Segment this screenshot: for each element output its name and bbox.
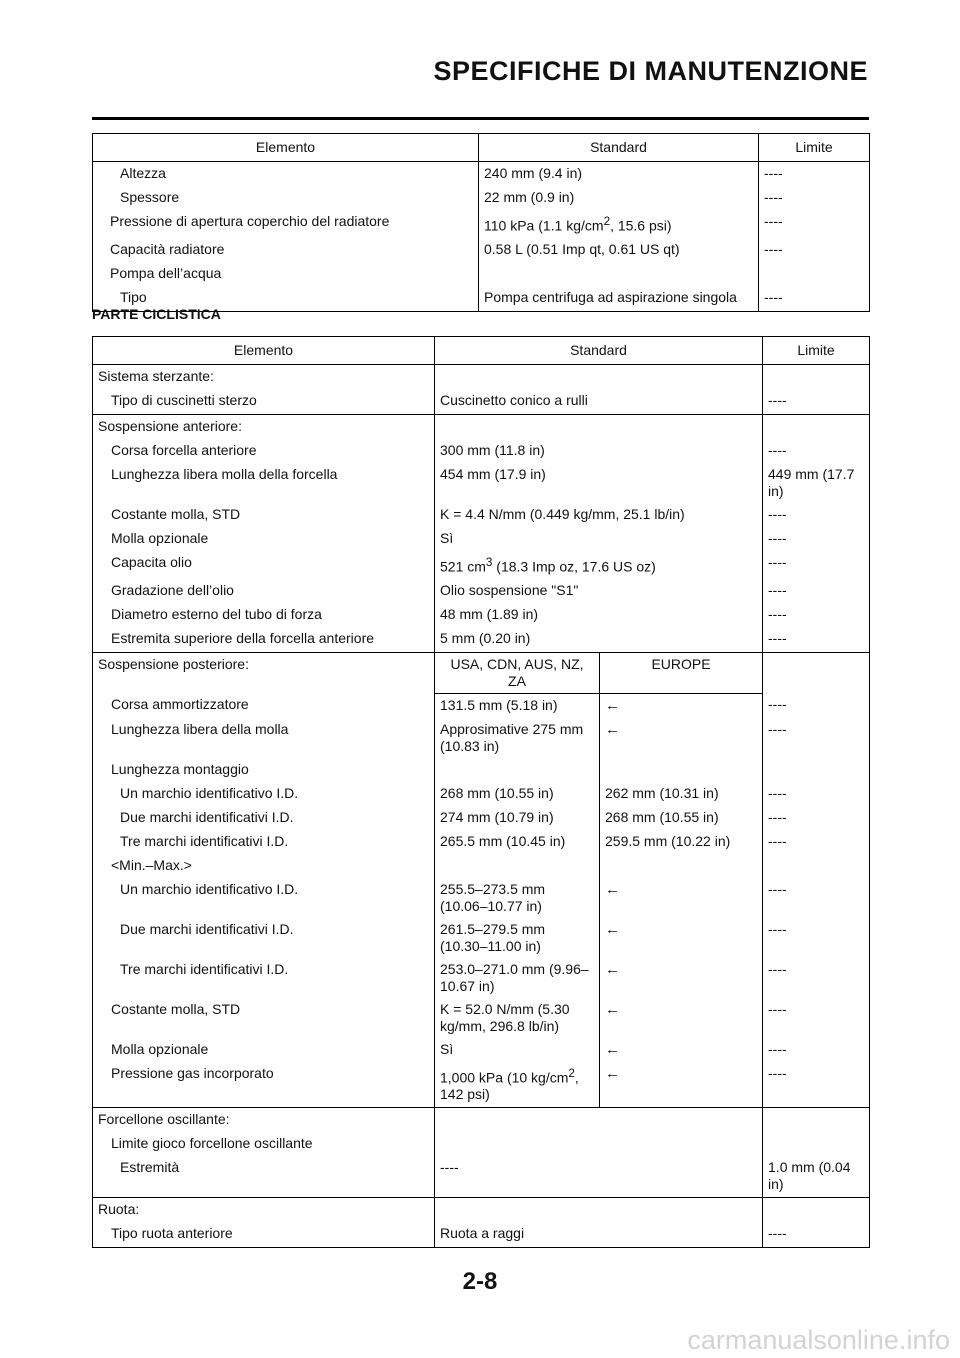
cell-limit: ---- xyxy=(759,286,870,312)
cell-item: Tre marchi identificativi I.D. xyxy=(93,830,435,854)
column-header: Standard xyxy=(435,337,763,365)
table-row xyxy=(93,1038,870,1062)
group-heading-row xyxy=(93,1108,870,1133)
section-heading: PARTE CICLISTICA xyxy=(92,306,221,322)
cell-limit: ---- xyxy=(763,627,870,653)
cell-standard: Sì xyxy=(435,527,763,551)
cell-limit: ---- xyxy=(763,998,870,1038)
cell-standard xyxy=(435,551,763,579)
subcolumn-header: USA, CDN, AUS, NZ, ZA xyxy=(435,652,600,693)
standard-part: 110 kPa (1.1 kg/cm xyxy=(484,217,604,234)
cell-item: <Min.–Max.> xyxy=(93,854,435,878)
same-as-left-arrow-icon: ← xyxy=(600,958,763,998)
cell-item: Lunghezza libera della molla xyxy=(93,718,435,758)
table-row xyxy=(93,262,870,286)
cell-region-a: Approsimative 275 mm (10.83 in) xyxy=(435,718,600,758)
same-as-left-arrow-icon: ← xyxy=(600,878,763,918)
group-heading-row xyxy=(93,652,870,693)
cell-standard: Ruota a raggi xyxy=(435,1222,763,1248)
table-row xyxy=(93,579,870,603)
group-heading-row xyxy=(93,415,870,440)
cell-limit: ---- xyxy=(763,439,870,463)
cell-region-a: 131.5 mm (5.18 in) xyxy=(435,693,600,718)
cell-limit: ---- xyxy=(763,718,870,758)
cell-standard: Pompa centrifuga ad aspirazione singola xyxy=(479,286,759,312)
cell-region-a: 265.5 mm (10.45 in) xyxy=(435,830,600,854)
cell-item: Lunghezza libera molla della forcella xyxy=(93,463,435,503)
cell-region-a: 268 mm (10.55 in) xyxy=(435,782,600,806)
standard-part: , 15.6 psi) xyxy=(610,217,672,234)
cell-standard xyxy=(479,210,759,238)
cell-item: Due marchi identificativi I.D. xyxy=(93,918,435,958)
page-title: SPECIFICHE DI MANUTENZIONE xyxy=(433,56,868,86)
same-as-left-arrow-icon: ← xyxy=(600,998,763,1038)
same-as-left-arrow-icon: ← xyxy=(600,918,763,958)
cell-standard: 300 mm (11.8 in) xyxy=(435,439,763,463)
column-header: Elemento xyxy=(93,337,435,365)
same-as-left-arrow-icon: ← xyxy=(600,718,763,758)
cell-standard: Olio sospensione "S1" xyxy=(435,579,763,603)
cell-limit: ---- xyxy=(759,162,870,187)
cell-region-b xyxy=(600,854,763,878)
table-row xyxy=(93,463,870,503)
cell-limit: ---- xyxy=(763,1222,870,1248)
cell-limit xyxy=(763,1132,870,1156)
cell-standard xyxy=(479,262,759,286)
cell-item: Costante molla, STD xyxy=(93,503,435,527)
cell-item: Due marchi identificativi I.D. xyxy=(93,806,435,830)
cell-standard: 22 mm (0.9 in) xyxy=(479,186,759,210)
cell-item: Tipo di cuscinetti sterzo xyxy=(93,389,435,415)
table-row xyxy=(93,186,870,210)
cell-limit: 1.0 mm (0.04 in) xyxy=(763,1156,870,1198)
cell-limit: ---- xyxy=(763,878,870,918)
table-row xyxy=(93,551,870,579)
cell-standard: Cuscinetto conico a rulli xyxy=(435,389,763,415)
value-part: 1,000 kPa (10 kg/cm xyxy=(440,1069,569,1086)
cell-limit: ---- xyxy=(763,1038,870,1062)
cell-item: Limite gioco forcellone oscillante xyxy=(93,1132,435,1156)
cell-limit: ---- xyxy=(763,958,870,998)
column-header: Limite xyxy=(759,134,870,162)
cell-standard: 48 mm (1.89 in) xyxy=(435,603,763,627)
cell-item: Tipo xyxy=(93,286,479,312)
subcolumn-header: EUROPE xyxy=(600,652,763,693)
value-part: , 142 psi) xyxy=(440,1069,579,1103)
cell-limit xyxy=(763,854,870,878)
group-heading: Forcellone oscillante: xyxy=(93,1108,435,1133)
table-row xyxy=(93,693,870,718)
cell-limit: ---- xyxy=(763,830,870,854)
table-row xyxy=(93,878,870,918)
cell-limit: ---- xyxy=(763,806,870,830)
table-row xyxy=(93,389,870,415)
cell-limit: ---- xyxy=(763,503,870,527)
page-number: 2-8 xyxy=(462,1268,498,1295)
column-header: Standard xyxy=(479,134,759,162)
cell-item: Molla opzionale xyxy=(93,527,435,551)
same-as-left-arrow-icon: ← xyxy=(600,693,763,718)
cell-limit: 449 mm (17.7 in) xyxy=(763,463,870,503)
table-row xyxy=(93,998,870,1038)
table-row xyxy=(93,1062,870,1108)
group-heading: Sospensione anteriore: xyxy=(93,415,435,440)
cell-region-b: 262 mm (10.31 in) xyxy=(600,782,763,806)
table-row xyxy=(93,1222,870,1248)
table-row xyxy=(93,830,870,854)
standard-part: (18.3 Imp oz, 17.6 US oz) xyxy=(492,558,656,575)
table-row xyxy=(93,503,870,527)
cell-item: Corsa forcella anteriore xyxy=(93,439,435,463)
cell-limit xyxy=(763,758,870,782)
cell-region-a: Sì xyxy=(435,1038,600,1062)
table-row xyxy=(93,718,870,758)
cell-item: Gradazione dell’olio xyxy=(93,579,435,603)
table-row xyxy=(93,782,870,806)
cell-standard: 454 mm (17.9 in) xyxy=(435,463,763,503)
table-row xyxy=(93,1156,870,1198)
standard-part: 521 cm xyxy=(440,558,486,575)
cell-limit: ---- xyxy=(763,693,870,718)
cell-region-a: 261.5–279.5 mm (10.30–11.00 in) xyxy=(435,918,600,958)
cell-region-a: K = 52.0 N/mm (5.30 kg/mm, 296.8 lb/in) xyxy=(435,998,600,1038)
cell-standard: 0.58 L (0.51 Imp qt, 0.61 US qt) xyxy=(479,238,759,262)
table-row xyxy=(93,162,870,187)
cell-item: Altezza xyxy=(93,162,479,187)
table-row xyxy=(93,603,870,627)
group-heading: Sistema sterzante: xyxy=(93,365,435,390)
cell-standard: ---- xyxy=(435,1156,763,1198)
table-row xyxy=(93,210,870,238)
table-row xyxy=(93,806,870,830)
cell-standard: 5 mm (0.20 in) xyxy=(435,627,763,653)
same-as-left-arrow-icon: ← xyxy=(600,1062,763,1108)
table-row xyxy=(93,918,870,958)
table-row xyxy=(93,238,870,262)
group-heading: Ruota: xyxy=(93,1198,435,1223)
table-header-row xyxy=(93,337,870,365)
cell-item: Spessore xyxy=(93,186,479,210)
cell-item: Tipo ruota anteriore xyxy=(93,1222,435,1248)
cell-item: Tre marchi identificativi I.D. xyxy=(93,958,435,998)
group-heading: Sospensione posteriore: xyxy=(93,652,435,693)
cooling-spec-table xyxy=(92,133,870,312)
cell-item: Pompa dell’acqua xyxy=(93,262,479,286)
cell-item: Diametro esterno del tubo di forza xyxy=(93,603,435,627)
cell-limit: ---- xyxy=(759,186,870,210)
cell-item: Corsa ammortizzatore xyxy=(93,693,435,718)
cell-limit: ---- xyxy=(759,210,870,238)
cell-limit: ---- xyxy=(759,238,870,262)
table-row xyxy=(93,854,870,878)
superscript: 2 xyxy=(568,1066,575,1080)
cell-item: Estremità xyxy=(93,1156,435,1198)
cell-region-a xyxy=(435,758,600,782)
superscript: 2 xyxy=(603,215,611,228)
cell-limit: ---- xyxy=(763,389,870,415)
table-row xyxy=(93,439,870,463)
cell-item: Lunghezza montaggio xyxy=(93,758,435,782)
chassis-spec-table xyxy=(92,336,870,1248)
cell-region-a xyxy=(435,1062,600,1108)
table-row xyxy=(93,527,870,551)
table-row xyxy=(93,627,870,653)
cell-standard: K = 4.4 N/mm (0.449 kg/mm, 25.1 lb/in) xyxy=(435,503,763,527)
cell-region-b xyxy=(600,758,763,782)
table-row xyxy=(93,1132,870,1156)
cell-limit: ---- xyxy=(763,918,870,958)
superscript: 3 xyxy=(485,556,493,569)
watermark: carmanualsonline.info xyxy=(687,1325,950,1355)
cell-region-a xyxy=(435,854,600,878)
cell-item: Estremita superiore della forcella anteriore xyxy=(93,627,435,653)
group-heading-row xyxy=(93,365,870,390)
cell-region-b: 259.5 mm (10.22 in) xyxy=(600,830,763,854)
cell-standard: 240 mm (9.4 in) xyxy=(479,162,759,187)
same-as-left-arrow-icon: ← xyxy=(600,1038,763,1062)
cell-item: Costante molla, STD xyxy=(93,998,435,1038)
cell-item: Pressione di apertura coperchio del radiatore xyxy=(93,210,479,238)
cell-item: Pressione gas incorporato xyxy=(93,1062,435,1108)
cell-region-b: 268 mm (10.55 in) xyxy=(600,806,763,830)
cell-region-a: 255.5–273.5 mm (10.06–10.77 in) xyxy=(435,878,600,918)
cell-region-a: 274 mm (10.79 in) xyxy=(435,806,600,830)
cell-limit: ---- xyxy=(763,603,870,627)
table-row xyxy=(93,758,870,782)
group-heading-row xyxy=(93,1198,870,1223)
cell-standard xyxy=(435,1132,763,1156)
cell-region-a: 253.0–271.0 mm (9.96–10.67 in) xyxy=(435,958,600,998)
column-header: Elemento xyxy=(93,134,479,162)
title-rule xyxy=(92,117,869,120)
cell-item: Molla opzionale xyxy=(93,1038,435,1062)
cell-limit xyxy=(759,262,870,286)
cell-limit: ---- xyxy=(763,527,870,551)
column-header: Limite xyxy=(763,337,870,365)
table-header-row xyxy=(93,134,870,162)
cell-limit: ---- xyxy=(763,579,870,603)
cell-limit: ---- xyxy=(763,551,870,579)
cell-limit: ---- xyxy=(763,1062,870,1108)
cell-item: Capacita olio xyxy=(93,551,435,579)
cell-item: Capacità radiatore xyxy=(93,238,479,262)
cell-item: Un marchio identificativo I.D. xyxy=(93,878,435,918)
cell-item: Un marchio identificativo I.D. xyxy=(93,782,435,806)
cell-limit: ---- xyxy=(763,782,870,806)
table-row xyxy=(93,958,870,998)
